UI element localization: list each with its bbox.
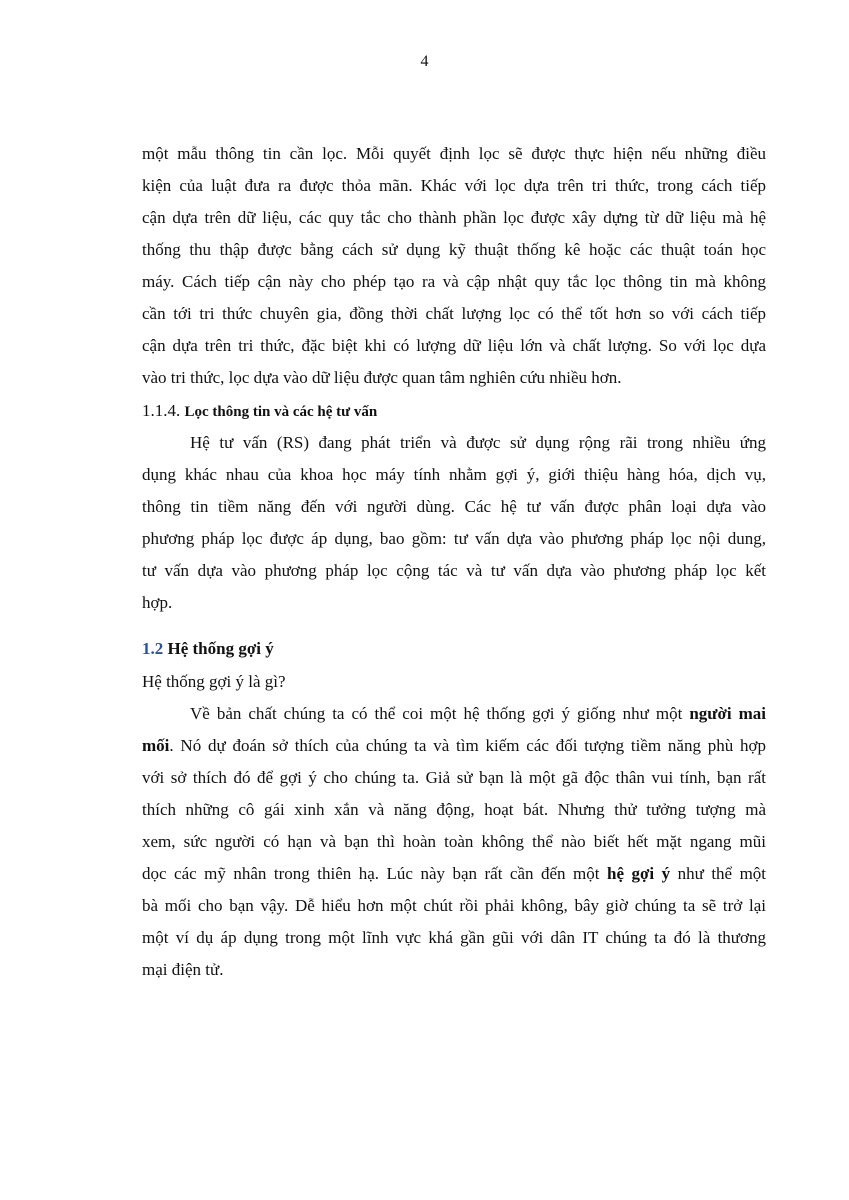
text-line: phương pháp lọc được áp dụng, bao gồm: tư vấn dựa vào phương pháp lọc nội dung, (142, 529, 766, 548)
text-line: cận dựa trên dữ liệu, các quy tắc cho thành phần lọc được xây dựng từ dữ liệu mà hệ (142, 208, 766, 227)
section-heading-1-1-4 (142, 395, 377, 428)
section-title: Hệ thống gợi ý (167, 639, 274, 658)
text-line: xem, sức người có hạn và bạn thì hoàn toàn không thể nào biết hết mặt ngang mũi (142, 832, 766, 851)
text-line: cận dựa trên tri thức, đặc biệt khi có lượng dữ liệu lớn và chất lượng. So với lọc dựa (142, 336, 766, 355)
bold-text: người mai (689, 704, 767, 723)
section-heading-1-2 (142, 633, 274, 665)
text-line: một mẫu thông tin cần lọc. Mỗi quyết định lọc sẽ được thực hiện nếu những điều (142, 144, 766, 163)
text-line: bà mối cho bạn vậy. Dễ hiểu hơn một chút rồi phải không, bây giờ chúng ta sẽ trở lại (142, 896, 766, 915)
text-run: như thể một (677, 864, 767, 883)
text-run: . Nó dự đoán sở thích của chúng ta và tìm kiếm các đối tượng tiềm năng phù hợp (169, 736, 766, 755)
section-number: 1.2 (142, 639, 164, 658)
text-line: máy. Cách tiếp cận này cho phép tạo ra và cập nhật quy tắc lọc thông tin mà không (142, 272, 766, 291)
subheading-question: Hệ thống gợi ý là gì? (142, 672, 286, 691)
text-line: hợp. (142, 593, 173, 612)
text-line (142, 858, 766, 890)
bold-text: mối (142, 736, 170, 755)
text-run: dọc các mỹ nhân trong thiên hạ. Lúc này bạn rất cần đến một (142, 864, 600, 883)
text-line (142, 730, 766, 762)
text-line: kiện của luật đưa ra được thỏa mãn. Khác với lọc dựa trên tri thức, trong cách tiếp (142, 176, 766, 195)
text-run: Về bản chất chúng ta có thể coi một hệ thống gợi ý giống như một (190, 704, 683, 723)
text-line: tư vấn dựa vào phương pháp lọc cộng tác và tư vấn dựa vào phương pháp lọc kết (142, 561, 766, 580)
text-line: với sở thích đó để gợi ý cho chúng ta. Giả sử bạn là một gã độc thân vui tính, bạn rất (142, 768, 766, 787)
bold-text: hệ gợi ý (607, 864, 671, 883)
text-line: cần tới tri thức chuyên gia, đồng thời chất lượng lọc có thể tốt hơn so với cách tiếp (142, 304, 766, 323)
text-line: vào tri thức, lọc dựa vào dữ liệu được quan tâm nghiên cứu nhiều hơn. (142, 368, 622, 387)
text-line: thích những cô gái xinh xắn và năng động, hoạt bát. Nhưng thử tưởng tượng mà (142, 800, 766, 819)
text-line (190, 698, 766, 730)
text-line: thông tin tiềm năng đến với người dùng. Các hệ tư vấn được phân loại dựa vào (142, 497, 766, 516)
page-number: 4 (420, 53, 429, 70)
text-line: thống thu thập được bằng cách sử dụng kỹ thuật thống kê hoặc các thuật toán học (142, 240, 766, 259)
text-line: Hệ tư vấn (RS) đang phát triển và được sử dụng rộng rãi trong nhiều ứng (190, 433, 766, 452)
text-line: mại điện tử. (142, 960, 224, 979)
text-line: dụng khác nhau của khoa học máy tính nhằm gợi ý, giới thiệu hàng hóa, dịch vụ, (142, 465, 766, 484)
section-number: 1.1.4. (142, 401, 181, 420)
text-line: một ví dụ áp dụng trong một lĩnh vực khá gần gũi với dân IT chúng ta đó là thương (142, 928, 766, 947)
section-title: Lọc thông tin và các hệ tư vấn (184, 404, 378, 420)
